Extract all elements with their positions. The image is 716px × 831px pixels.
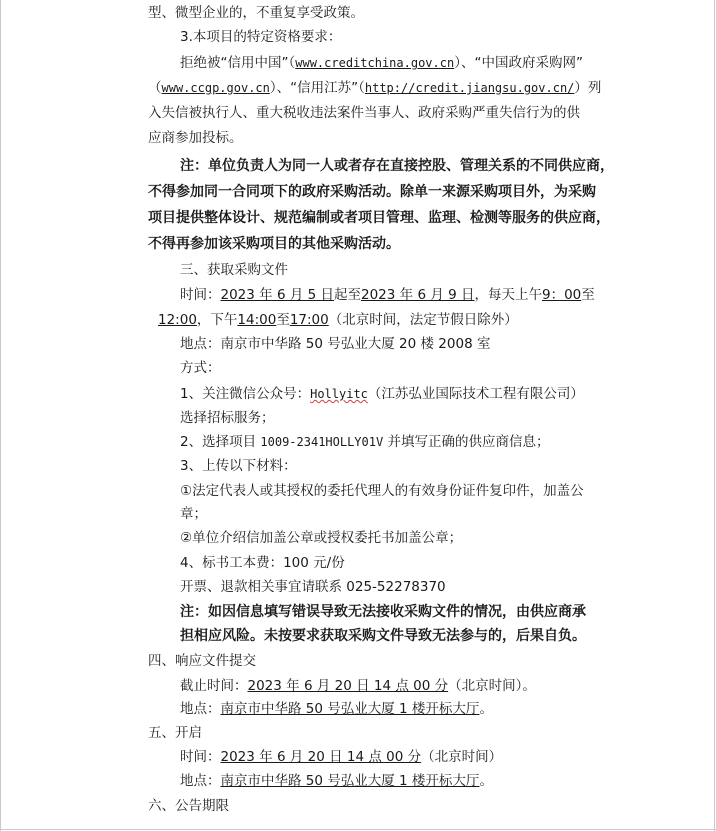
- creditchina-link[interactable]: www.creditchina.gov.cn: [295, 56, 455, 70]
- pm-start: 14:00: [237, 312, 277, 328]
- item3-para-line4: 应商参加投标。: [148, 130, 243, 146]
- section3-step1: 1、关注微信公众号：Hollyitc（江苏弘业国际技术工程有限公司）: [180, 386, 584, 402]
- section3-step3: 3、上传以下材料：: [180, 458, 297, 474]
- section3-method-label: 方式：: [180, 360, 221, 376]
- section3-material1-line2: 章；: [180, 506, 207, 522]
- section5-time: 时间：2023 年 6 月 20 日 14 点 00 分（北京时间）: [180, 749, 503, 765]
- item3-note-line3: 项目提供整体设计、规范编制或者项目管理、监理、检测等服务的供应商，: [148, 210, 610, 226]
- opening-location: 南京市中华路 50 号弘业大厦 1 楼开标大厅: [220, 773, 480, 789]
- item3-para-line2: （www.ccgp.gov.cn）、“信用江苏”（http://credit.jiangsu.gov.cn/）列: [148, 80, 602, 96]
- end-date: 2023 年 6 月 9 日: [361, 287, 475, 303]
- section4-location: 地点：南京市中华路 50 号弘业大厦 1 楼开标大厅。: [180, 701, 493, 717]
- item3-para-line3: 入失信被执行人、重大税收违法案件当事人、政府采购严重失信行为的供: [148, 105, 580, 121]
- am-end: 12:00: [158, 312, 197, 328]
- pm-end: 17:00: [289, 312, 329, 328]
- page-border-right: [714, 0, 715, 831]
- submission-location: 南京市中华路 50 号弘业大厦 1 楼开标大厅: [220, 701, 480, 717]
- start-date: 2023 年 6 月 5 日: [220, 287, 334, 303]
- section5-location: 地点：南京市中华路 50 号弘业大厦 1 楼开标大厅。: [180, 773, 493, 789]
- intro-continuation: 型、微型企业的，不重复享受政策。: [148, 5, 364, 21]
- item3-title: 3.本项目的特定资格要求：: [180, 29, 342, 45]
- section3-note-line1: 注：如因信息填写错误导致无法接收采购文件的情况，由供应商承: [180, 604, 586, 620]
- item3-note-line2: 不得参加同一合同项下的政府采购活动。除单一来源采购项目外，为采购: [148, 184, 596, 200]
- credit-jiangsu-link[interactable]: http://credit.jiangsu.gov.cn/: [364, 81, 575, 95]
- item3-note-line1: 注：单位负责人为同一人或者存在直接控股、管理关系的不同供应商，: [180, 158, 614, 174]
- page-border-left: [0, 0, 1, 831]
- item3-note-line4: 不得再参加该采购项目的其他采购活动。: [148, 236, 400, 252]
- submission-deadline: 2023 年 6 月 20 日 14 点 00 分: [247, 678, 449, 694]
- section3-location: 地点：南京市中华路 50 号弘业大厦 20 楼 2008 室: [180, 336, 491, 352]
- section3-note-line2: 担相应风险。未按要求获取采购文件导致无法参与的，后果自负。: [180, 628, 586, 644]
- section3-time-line2: 12:00，下午14:00至17:00（北京时间，法定节假日除外）: [158, 312, 518, 328]
- item3-para-line1: 拒绝被“信用中国”（www.creditchina.gov.cn）、“中国政府采购网”: [180, 55, 583, 71]
- section4-heading: 四、响应文件提交: [148, 653, 256, 669]
- section3-material2: ②单位介绍信加盖公章或授权委托书加盖公章；: [180, 530, 463, 546]
- section4-deadline: 截止时间：2023 年 6 月 20 日 14 点 00 分（北京时间）。: [180, 678, 536, 694]
- section3-contact: 开票、退款相关事宜请联系 025-52278370: [180, 579, 446, 595]
- section3-fee: 4、标书工本费：100 元/份: [180, 555, 345, 571]
- wechat-account: Hollyitc: [310, 387, 368, 401]
- am-start: 9：00: [542, 287, 582, 303]
- page-border-bottom: [0, 829, 716, 830]
- section3-step2: 2、选择项目 1009-2341HOLLY01V 并填写正确的供应商信息；: [180, 434, 550, 450]
- section3-material1-line1: ①法定代表人或其授权的委托代理人的有效身份证件复印件，加盖公: [180, 483, 584, 499]
- section3-step1-line2: 选择招标服务；: [180, 410, 275, 426]
- section3-heading: 三、获取采购文件: [180, 262, 288, 278]
- ccgp-link[interactable]: www.ccgp.gov.cn: [161, 81, 270, 95]
- section6-heading: 六、公告期限: [148, 798, 229, 814]
- project-code: 1009-2341HOLLY01V: [260, 435, 384, 449]
- section3-time-line1: 时间：2023 年 6 月 5 日起至2023 年 6 月 9 日，每天上午9：00至: [180, 287, 595, 303]
- section5-heading: 五、开启: [148, 725, 202, 741]
- opening-time: 2023 年 6 月 20 日 14 点 00 分: [220, 749, 422, 765]
